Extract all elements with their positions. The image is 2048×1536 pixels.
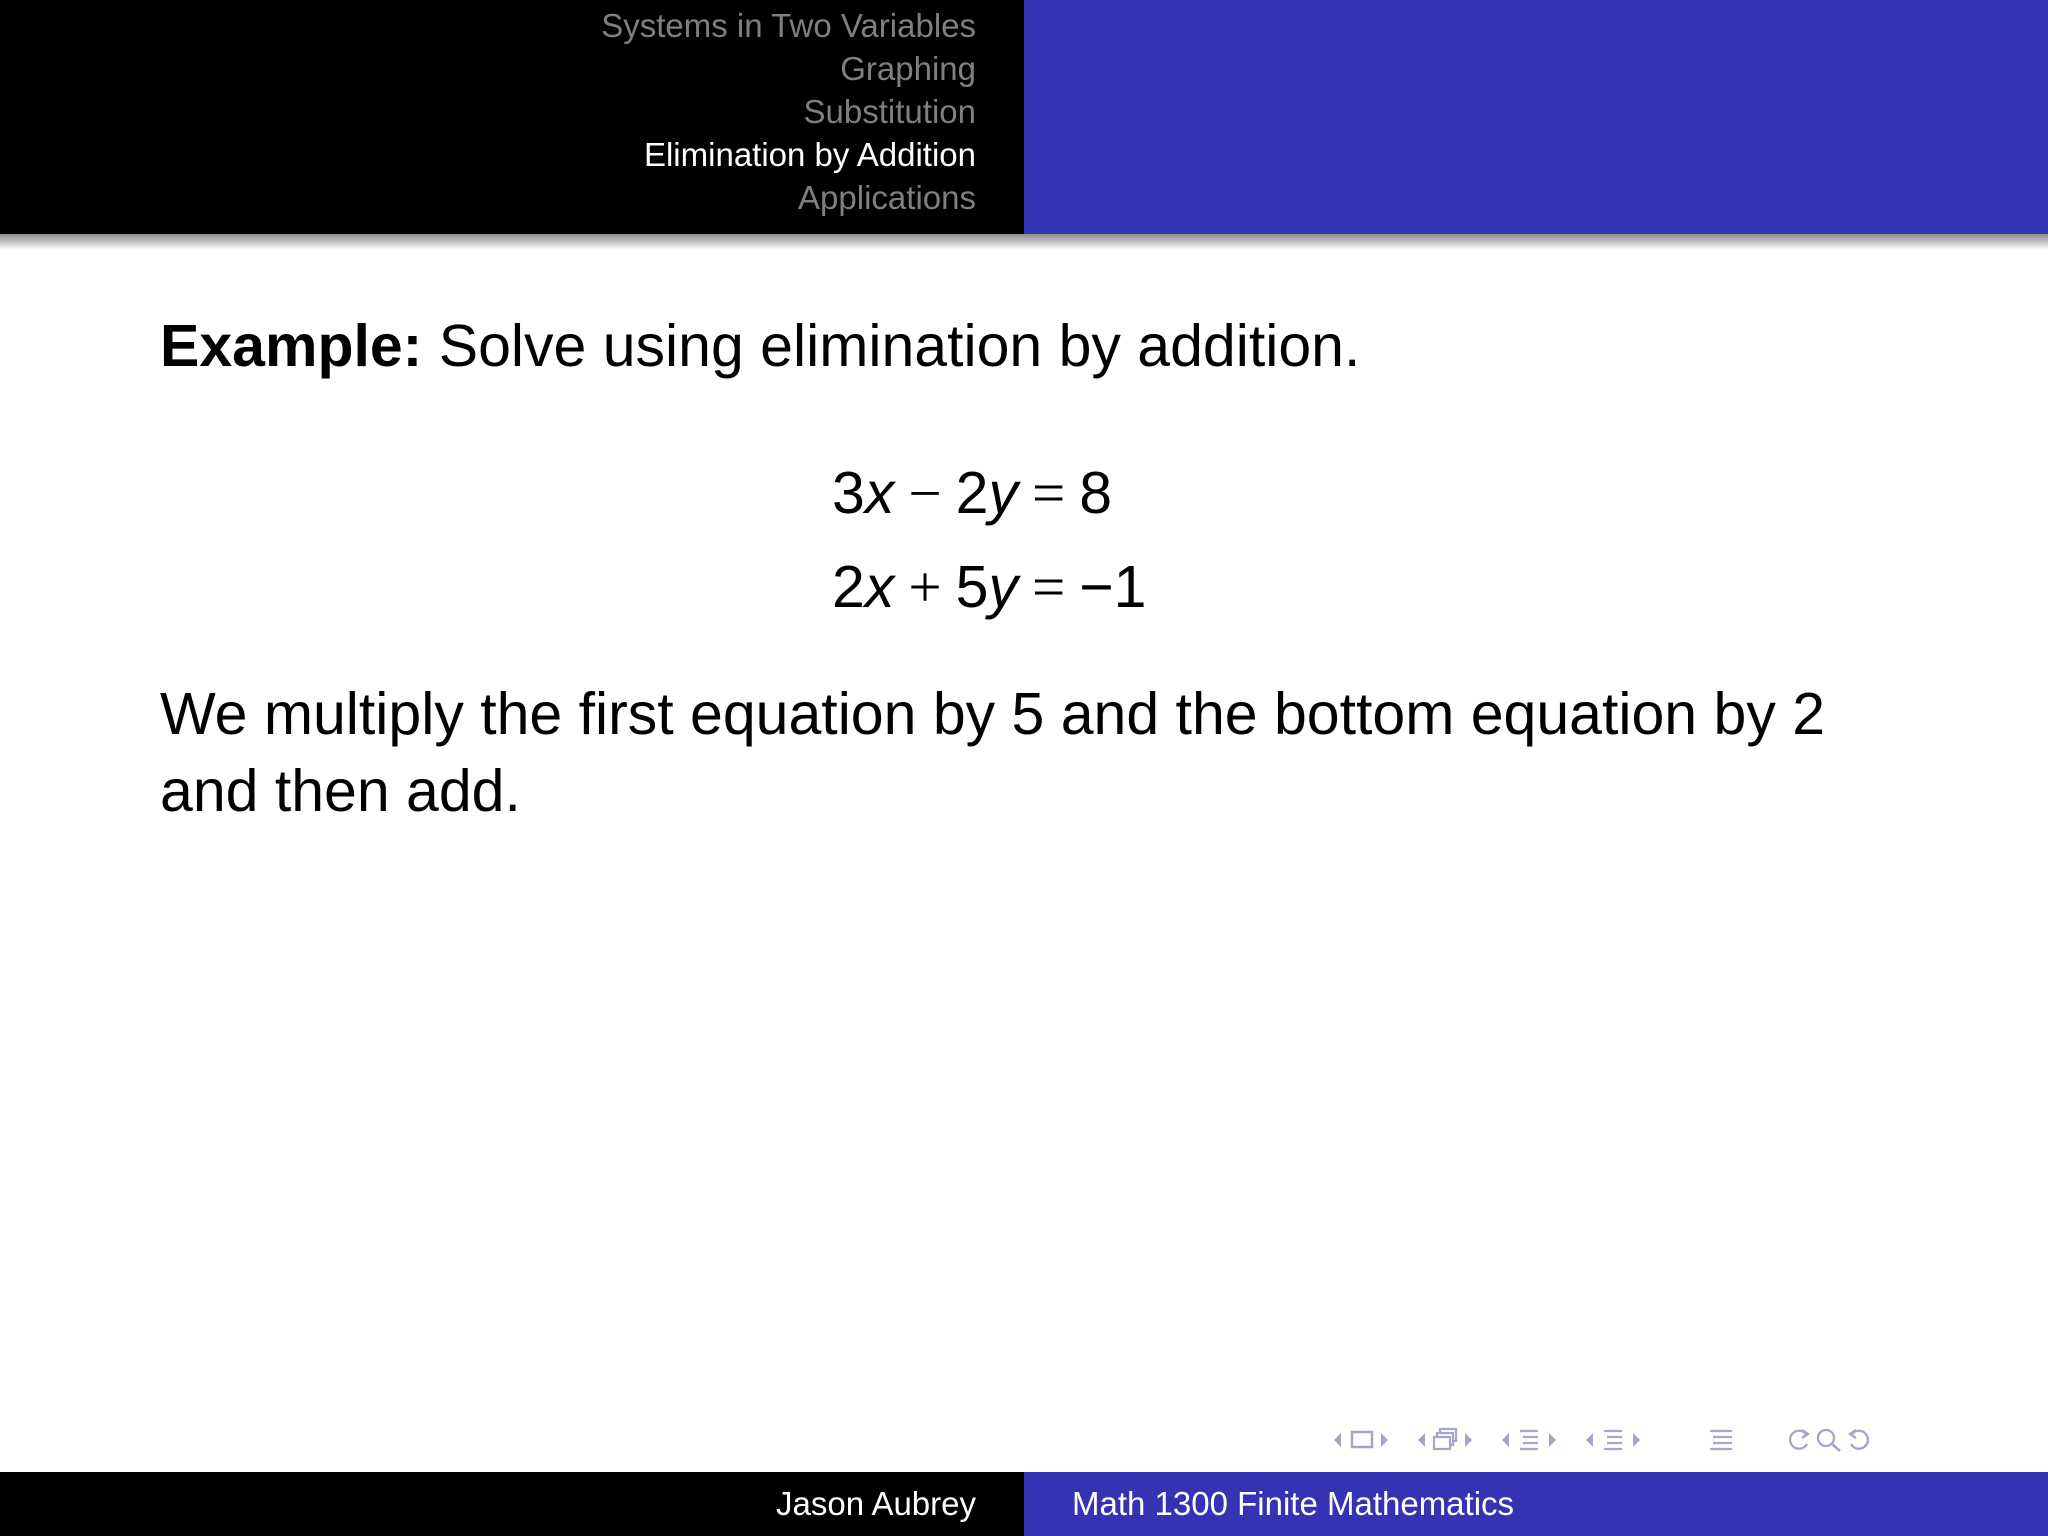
frame-icon[interactable] [1344,1428,1378,1452]
subsection-icon[interactable] [1512,1427,1546,1453]
prev-subsection-arrow-icon[interactable] [1498,1430,1512,1450]
header-accent-panel [1024,0,2048,234]
equation-system [832,446,1147,634]
footer-title-panel [1024,1472,2048,1536]
section-elimination-by-addition[interactable]: Elimination by Addition [643,136,976,173]
beamer-navigation-symbols [1330,1424,1898,1456]
forward-icon[interactable] [1844,1426,1876,1454]
prev-frame-arrow-icon[interactable] [1330,1430,1344,1450]
prev-slide-arrow-icon[interactable] [1414,1430,1428,1450]
section-substitution[interactable]: Substitution [803,93,976,130]
next-slide-arrow-icon[interactable] [1462,1430,1476,1450]
slide-nav-group [1414,1427,1476,1453]
footer-author: Jason Aubrey [776,1485,976,1522]
equation-2: 2x + 5y = −1 [832,554,1147,620]
search-nav-group [1782,1426,1876,1454]
section-nav-group [1582,1427,1644,1453]
footer-course-title: Math 1300 Finite Mathematics [1072,1485,1515,1522]
section-systems-in-two-variables[interactable]: Systems in Two Variables [601,7,976,44]
document-nav-group [1706,1427,1736,1453]
section-applications[interactable]: Applications [798,179,976,216]
example-label: Example: [160,313,423,379]
section-icon[interactable] [1596,1427,1630,1453]
frame-nav-group [1330,1428,1392,1452]
next-subsection-arrow-icon[interactable] [1546,1430,1560,1450]
footer-author-panel [0,1472,1024,1536]
equation-1: 3x − 2y = 8 [832,460,1113,526]
next-frame-arrow-icon[interactable] [1378,1430,1392,1450]
example-text: Solve using elimination by addition. [438,313,1361,379]
header-section-panel [0,0,1024,234]
section-navigation [601,4,976,219]
example-statement [160,306,1360,386]
document-icon[interactable] [1706,1427,1736,1453]
slide-header [0,0,2048,234]
section-graphing[interactable]: Graphing [840,50,976,87]
header-shadow [0,234,2048,250]
back-icon[interactable] [1782,1426,1814,1454]
slides-icon[interactable] [1428,1427,1462,1453]
explanation-paragraph: We multiply the first equation by 5 and the bottom equation by 2 and then add. [160,681,1826,824]
prev-section-arrow-icon[interactable] [1582,1430,1596,1450]
next-section-arrow-icon[interactable] [1630,1430,1644,1450]
subsection-nav-group [1498,1427,1560,1453]
search-icon[interactable] [1814,1426,1844,1454]
